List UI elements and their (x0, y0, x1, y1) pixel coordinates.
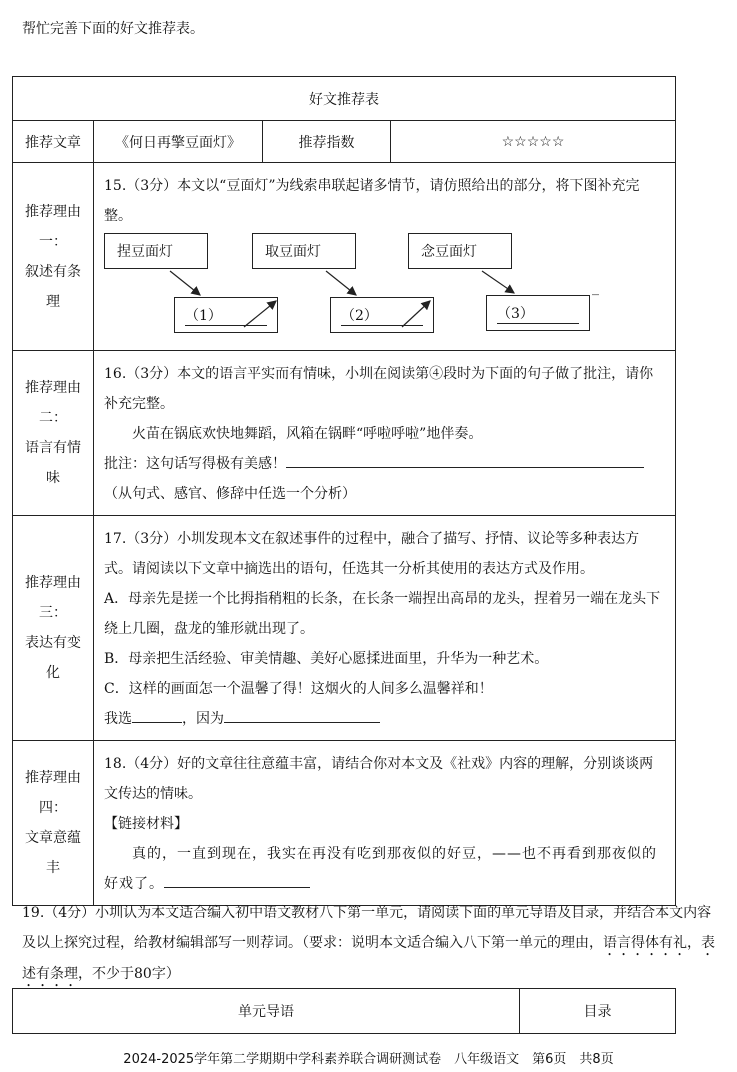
reason-three: 推荐理由 三： 表达有变 化 (13, 516, 94, 741)
q17-text: 17.（3分）小圳发现本文在叙述事件的过程中，融合了描写、抒情、议论等多种表达方式。请阅读以下文章中摘选出的语句，任选其一分析其使用的表达方式及作用。 (104, 531, 640, 577)
blank-3[interactable]: （3） (497, 305, 579, 324)
q16-note-label: 批注：这句话写得极有美感！ (104, 456, 286, 472)
question-15 (94, 163, 676, 351)
q17-option-c: C．这样的画面怎一个温馨了得！这烟火的人间多么温馨祥和！ (104, 681, 493, 697)
unit-toc-header: 目录 (520, 989, 676, 1034)
q19-emphasis-2: 表述有条理 (22, 935, 715, 982)
index-label: 推荐指数 (263, 121, 391, 163)
intro-text: 帮忙完善下面的好文推荐表。 (22, 21, 204, 37)
q16-sentence: 火苗在锅底欢快地舞蹈，风箱在锅畔“呼啦呼啦”地伴奏。 (132, 426, 483, 442)
arrow-down-3 (482, 271, 514, 293)
q19-emphasis-1: 语言得体有礼 (603, 935, 687, 951)
blank-1[interactable]: （1） (185, 307, 267, 326)
q17-option-b: B．母亲把生活经验、审美情趣、美好心愿揉进面里，升华为一种艺术。 (104, 651, 549, 667)
reason-one: 推荐理由 一： 叙述有条 理 (13, 163, 94, 351)
flow-arrows (104, 231, 664, 341)
arrow-down-2 (326, 271, 356, 295)
q17-option-a: A．母亲先是搓一个比拇指稍粗的长条，在长条一端捏出高昂的龙头，捏着另一端在龙头下绕上几圈，盘龙的雏形就出现了。 (104, 591, 661, 637)
q17-reason-blank[interactable] (224, 704, 380, 723)
box-take: 取豆面灯 (252, 233, 356, 269)
arrow-down-1 (170, 271, 200, 295)
article-value: 《何日再擎豆面灯》 (94, 121, 263, 163)
arrow-up-1 (244, 301, 276, 327)
unit-table (12, 988, 676, 1034)
arrow-up-2 (402, 301, 430, 327)
q16-note-line (104, 449, 667, 479)
rating-stars[interactable]: ☆☆☆☆☆ (391, 121, 676, 163)
q15-text: 15.（3分）本文以“豆面灯”为线索串联起诸多情节，请仿照给出的部分，将下图补充完整。 (104, 178, 640, 224)
box-recite: 念豆面灯 (408, 233, 512, 269)
question-17 (94, 516, 676, 741)
q18-text: 18.（4分）好的文章往往意蕴丰富，请结合你对本文及《社戏》内容的理解，分别谈谈两文传达的情味。 (104, 756, 654, 802)
q18-answer-blank[interactable] (164, 869, 310, 888)
article-label: 推荐文章 (13, 121, 94, 163)
stray-dash: _ (592, 280, 599, 296)
reason-four: 推荐理由 四： 文章意蕴 丰 (13, 741, 94, 906)
q18-link-text: 真的，一直到现在，我实在再没有吃到那夜似的好豆，——也不再看到那夜似的好戏了。 (104, 846, 657, 892)
q18-link-label: 【链接材料】 (104, 816, 188, 832)
blank-2[interactable]: （2） (341, 307, 423, 326)
question-18 (94, 741, 676, 906)
recommendation-table (12, 76, 676, 906)
q17-choose-line: 我选 ，因为 (104, 704, 667, 734)
reason-two: 推荐理由 二： 语言有情 味 (13, 351, 94, 516)
page-footer: 2024-2025学年第二学期期中学科素养联合调研测试卷 八年级语文 第6页 共8页 (123, 1052, 614, 1067)
q16-text: 16.（3分）本文的语言平实而有情味，小圳在阅读第④段时为下面的句子做了批注，请你补充完整。 (104, 366, 654, 412)
unit-intro-header: 单元导语 (13, 989, 520, 1034)
question-16 (94, 351, 676, 516)
q16-hint: （从句式、感官、修辞中任选一个分析） (104, 486, 356, 502)
table-title: 好文推荐表 (13, 77, 676, 121)
q16-answer-blank[interactable] (286, 449, 644, 468)
q17-choice-blank[interactable] (132, 704, 182, 723)
box-pinch: 捏豆面灯 (104, 233, 208, 269)
q15-diagram (104, 231, 667, 341)
question-19: 19.（4分）小圳认为本文适合编入初中语文教材八下第一单元，请阅读下面的单元导语及目录，并结合本文内容及以上探究过程，给教材编辑部写一则荐词。（要求：说明本文适合编入八下第一单元的理由，语言得体有礼，表述有条理，不少于80字） (22, 905, 715, 982)
